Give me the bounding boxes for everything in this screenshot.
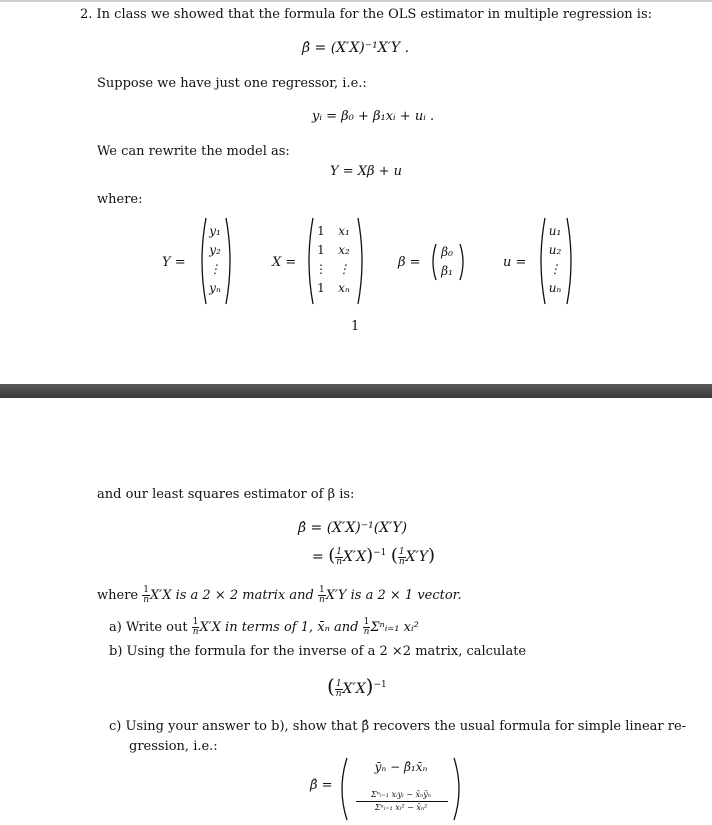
frac-den: n: [398, 556, 405, 567]
u-entry: uₙ: [548, 281, 562, 295]
frac-num: 1: [192, 617, 199, 627]
final-right-paren: [452, 756, 466, 822]
estimator-line-2: = ( $\frac{1}{n}$ X′X)$^{-1}$ ( $\frac{1}{n}$ X′Y): [312, 545, 436, 567]
page-separator: [0, 384, 712, 398]
rewrite-text: We can rewrite the model as:: [97, 144, 290, 159]
beta-entries: [436, 243, 458, 281]
XtY: X′Y: [405, 549, 428, 565]
problem-intro-text: In class we showed that the formula for the OLS estimator in multiple regression is:: [96, 7, 653, 22]
beta-label: β =: [398, 255, 421, 270]
frac-num: 1: [143, 585, 149, 595]
frac-den: n: [143, 595, 150, 605]
matrix-model-equation: Y = Xβ + u: [330, 164, 403, 179]
u-entry: ⋮: [549, 262, 561, 276]
beta-entry: β₀: [441, 245, 453, 259]
frac-num: 1: [335, 678, 342, 689]
X-entry: x₁: [338, 224, 350, 238]
part-a-sum: Σⁿᵢ₌₁ xᵢ²: [370, 620, 419, 635]
frac-num: 1: [398, 546, 405, 557]
XtX: X′X: [342, 681, 366, 697]
frac-den: n: [335, 688, 342, 699]
where-sentence: [97, 586, 462, 605]
problem-number: 2.: [80, 7, 93, 22]
Y-entry: ⋮: [209, 262, 221, 276]
X-column-x: [333, 222, 355, 298]
suppose-text: Suppose we have just one regressor, i.e.:: [97, 76, 367, 91]
frac-num: 1: [363, 617, 370, 627]
u-label: u =: [503, 255, 527, 270]
Y-right-paren: [224, 216, 236, 306]
part-b: b) Using the formula for the inverse of a 2 ×2 matrix, calculate: [109, 644, 527, 659]
equals-sign: =: [312, 549, 324, 565]
final-fraction-bar: [356, 801, 448, 802]
X-entry: 1: [317, 243, 325, 257]
X-column-ones: [313, 222, 329, 298]
frac-num: 1: [318, 585, 325, 595]
X-entry: 1: [317, 281, 325, 295]
u-entry: u₁: [548, 224, 562, 238]
problem-intro: [80, 8, 652, 23]
final-beta-label: β̂ =: [310, 778, 333, 793]
X-label: X =: [272, 255, 297, 270]
beta-entry: β₁: [441, 264, 453, 278]
where-word: where: [97, 588, 139, 603]
frac-den: n: [363, 627, 370, 637]
frac-den: n: [192, 627, 199, 637]
Y-entries: [204, 222, 226, 298]
frac-den: n: [336, 556, 342, 567]
final-denominator: Σⁿᵢ₌₁ xᵢ² − x̄ₙ²: [374, 803, 428, 812]
where-part-a: X′X is a 2 × 2 matrix and: [149, 588, 314, 603]
beta-right-paren: [458, 242, 468, 282]
frac-den: n: [318, 595, 325, 605]
X-entry: ⋮: [315, 262, 327, 276]
inverse-expression: ( $\frac{1}{n}$ X′X)$^{-1}$: [327, 674, 387, 699]
page-number: 1: [351, 319, 360, 334]
simple-model-equation: yᵢ = β₀ + β₁xᵢ + uᵢ .: [312, 109, 435, 124]
lead-text: and our least squares estimator of β is:: [97, 487, 355, 502]
final-numerator: Σⁿᵢ₌₁ xᵢyᵢ − x̄ₙȳₙ: [370, 790, 432, 799]
final-top-entry: ȳₙ − β̂₁x̄ₙ: [374, 760, 428, 774]
X-entry: x₂: [338, 243, 350, 257]
pdf-page-1: [0, 0, 712, 384]
Y-entry: y₂: [209, 243, 221, 257]
part-a: [109, 618, 419, 637]
inverse-exponent: −1: [373, 680, 387, 690]
Y-entry: y₁: [209, 224, 221, 238]
estimator-line-1: β̂ = (X′X)⁻¹(X′Y): [298, 520, 408, 536]
part-c-line-1: c) Using your answer to b), show that β̂ recovers the usual formula for simple linear re-: [109, 719, 687, 734]
Y-entry: yₙ: [209, 281, 221, 295]
XtX: X′X: [342, 549, 367, 565]
part-c-line-2: gression, i.e.:: [129, 739, 218, 754]
u-entry: u₂: [548, 243, 562, 257]
u-right-paren: [565, 216, 577, 306]
where-text: where:: [97, 192, 143, 207]
Y-label: Y =: [162, 255, 186, 270]
part-a-rest: X′X in terms of 1, x̄ₙ and: [199, 620, 359, 635]
part-a-label: a) Write out: [109, 620, 188, 635]
X-right-paren: [356, 216, 368, 306]
ols-formula: β̂ = (X′X)⁻¹X′Y .: [302, 40, 410, 56]
X-entry: xₙ: [338, 281, 350, 295]
X-entry: 1: [317, 224, 325, 238]
pdf-page-2: [0, 398, 712, 825]
X-entry: ⋮: [338, 262, 350, 276]
inverse-exponent: −1: [373, 548, 387, 558]
frac-num: 1: [336, 546, 342, 557]
u-entries: [543, 222, 567, 298]
where-part-b: X′Y is a 2 × 1 vector.: [325, 588, 462, 603]
